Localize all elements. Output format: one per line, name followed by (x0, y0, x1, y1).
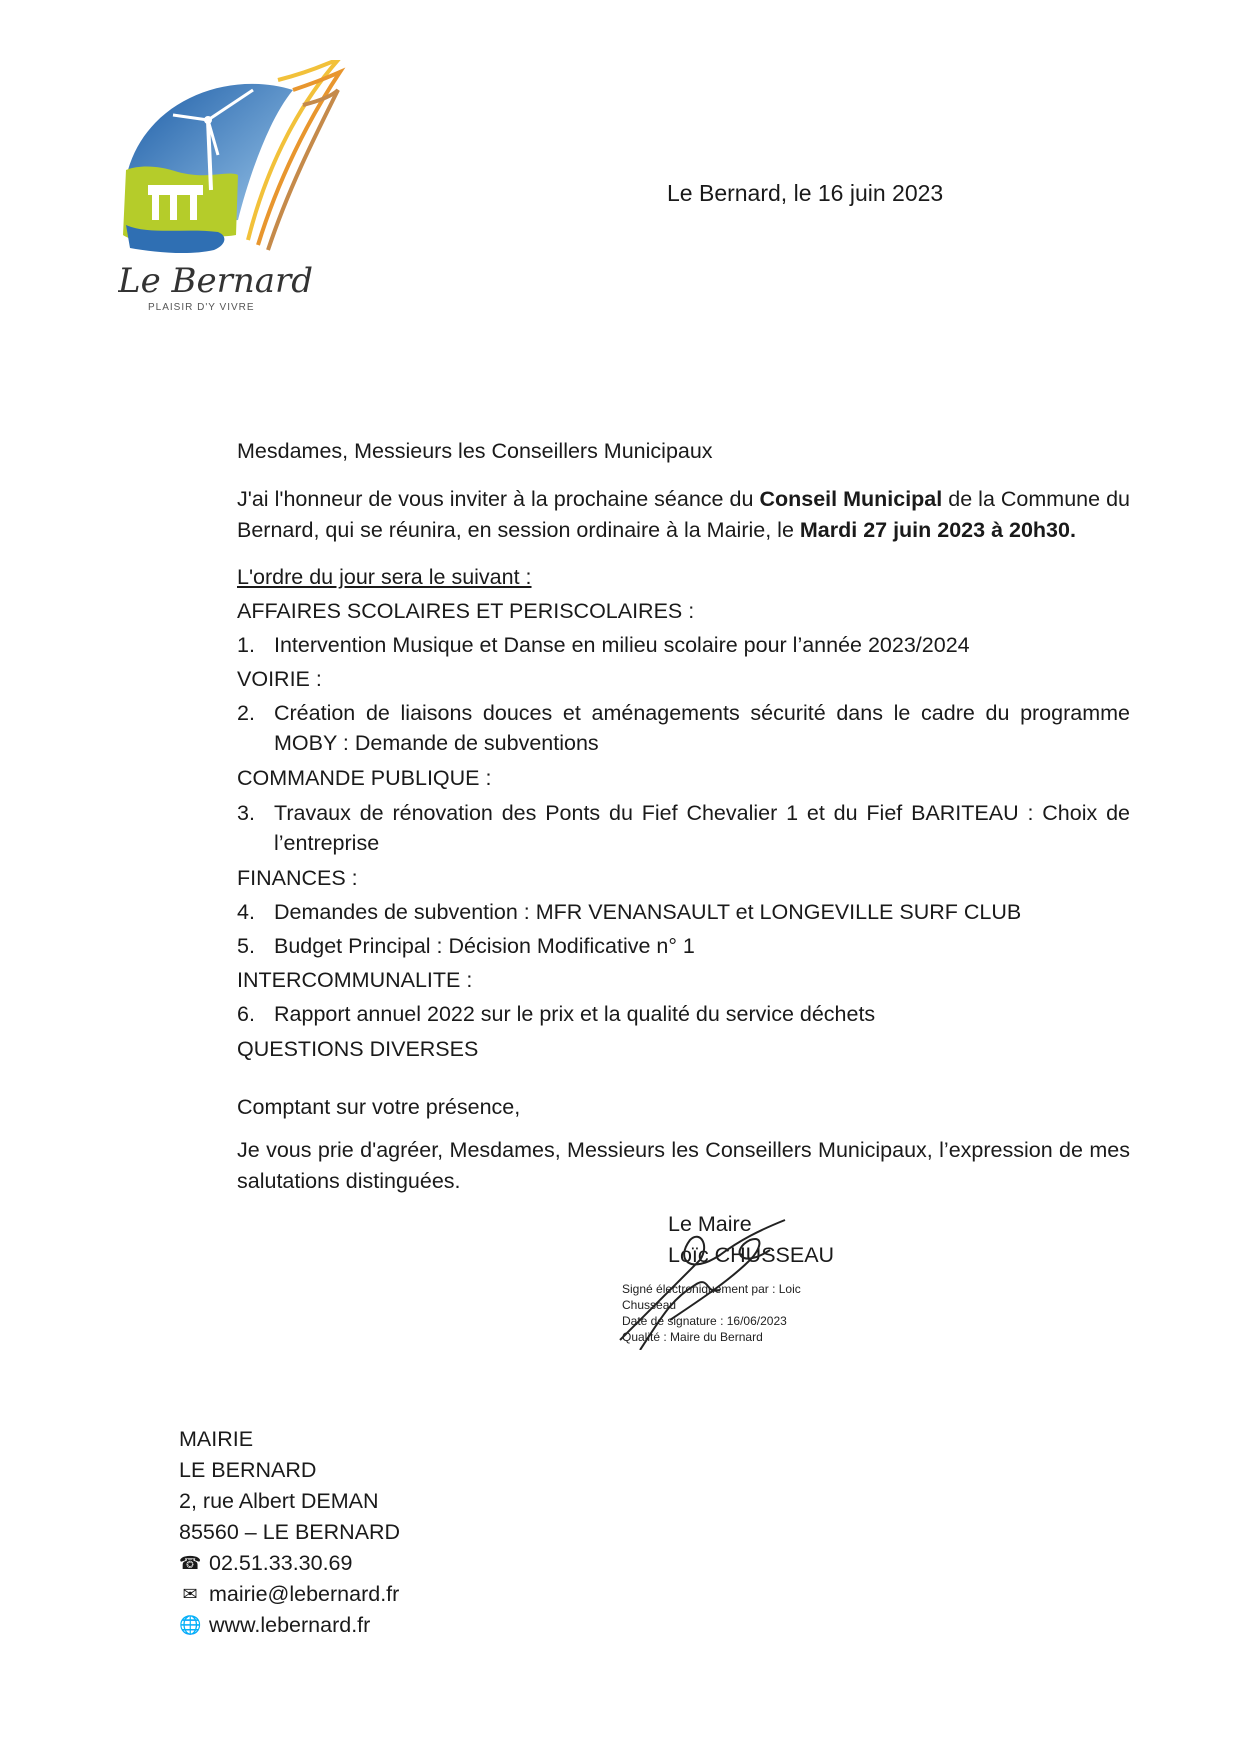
phone-row (179, 1548, 400, 1579)
footer-line: MAIRIE (179, 1427, 254, 1451)
item-number: 3. (237, 801, 255, 825)
item-number: 6. (237, 1002, 255, 1026)
mairie-contact-block (179, 1424, 400, 1641)
phone-icon: ☎ (179, 1553, 202, 1574)
email-address: mairie@lebernard.fr (209, 1582, 400, 1606)
footer-address: 2, rue Albert DEMAN (179, 1489, 379, 1513)
globe-icon: 🌐 (179, 1615, 202, 1636)
intro-text-1: J'ai l'honneur de vous inviter à la prochaine séance du (237, 487, 760, 511)
intro-text-2: de la Commune du Bernard, qui se réunira, en session ordinaire à la Mairie, le (237, 487, 1130, 542)
item-text: Rapport annuel 2022 sur le prix et la qualité du service déchets (274, 1002, 876, 1026)
website-url: www.lebernard.fr (209, 1613, 371, 1637)
item-text: Création de liaisons douces et aménagements sécurité dans le cadre du programme MOBY : Demande de subventions (274, 701, 1130, 755)
agenda-title: L'ordre du jour sera le suivant : (237, 565, 532, 589)
agenda-item (237, 698, 1130, 758)
agenda-item (237, 798, 1130, 858)
section-title: FINANCES : (237, 866, 358, 890)
section-title: COMMANDE PUBLIQUE : (237, 766, 492, 790)
agenda-item (237, 999, 1130, 1029)
item-text: Intervention Musique et Danse en milieu scolaire pour l’année 2023/2024 (274, 633, 970, 657)
svg-text:Le Bernard: Le Bernard (118, 261, 314, 301)
item-number: 5. (237, 934, 255, 958)
sig-meta-line: Signé électroniquement par : Loic (622, 1282, 801, 1296)
item-text: Travaux de rénovation des Ponts du Fief Chevalier 1 et du Fief BARITEAU : Choix de l’entreprise (274, 801, 1130, 855)
agenda-item (237, 630, 1130, 660)
item-text: Demandes de subvention : MFR VENANSAULT et LONGEVILLE SURF CLUB (274, 900, 1022, 924)
intro-bold-date: Mardi 27 juin 2023 à 20h30. (799, 518, 1076, 542)
sig-meta-line: Date de signature : 16/06/2023 (622, 1314, 787, 1328)
item-text: Budget Principal : Décision Modificative n° 1 (274, 934, 695, 958)
intro-paragraph (237, 484, 1130, 546)
agenda-item (237, 897, 1130, 927)
sig-meta-line: Qualité : Maire du Bernard (622, 1330, 763, 1344)
email-row (179, 1579, 400, 1610)
phone-number: 02.51.33.30.69 (209, 1551, 353, 1575)
le-bernard-logo (118, 60, 368, 350)
item-number: 1. (237, 633, 255, 657)
svg-text:PLAISIR D'Y VIVRE: PLAISIR D'Y VIVRE (148, 302, 255, 313)
signature-name: Loïc CHUSSEAU (668, 1243, 835, 1267)
salutation: Mesdames, Messieurs les Conseillers Municipaux (237, 439, 713, 463)
logo-graphic (118, 60, 368, 350)
closing-paragraph: Je vous prie d'agréer, Mesdames, Messieurs les Conseillers Municipaux, l’expression de mes salutations distinguées. (237, 1138, 1130, 1193)
section-title: QUESTIONS DIVERSES (237, 1037, 479, 1061)
signature-role: Le Maire (668, 1212, 752, 1236)
section-title: AFFAIRES SCOLAIRES ET PERISCOLAIRES : (237, 599, 695, 623)
envelope-icon: ✉ (182, 1584, 198, 1605)
item-number: 2. (237, 701, 255, 725)
footer-line: LE BERNARD (179, 1458, 317, 1482)
website-row (179, 1610, 400, 1641)
section-title: INTERCOMMUNALITE : (237, 968, 473, 992)
letter-date: Le Bernard, le 16 juin 2023 (667, 180, 944, 206)
agenda-item (237, 931, 1130, 961)
closing-line: Comptant sur votre présence, (237, 1095, 521, 1119)
sig-meta-line: Chusseau (622, 1298, 677, 1312)
item-number: 4. (237, 900, 255, 924)
intro-bold-council: Conseil Municipal (759, 487, 943, 511)
handwritten-signature (610, 1200, 840, 1350)
section-title: VOIRIE : (237, 667, 322, 691)
footer-postcode: 85560 – LE BERNARD (179, 1520, 401, 1544)
